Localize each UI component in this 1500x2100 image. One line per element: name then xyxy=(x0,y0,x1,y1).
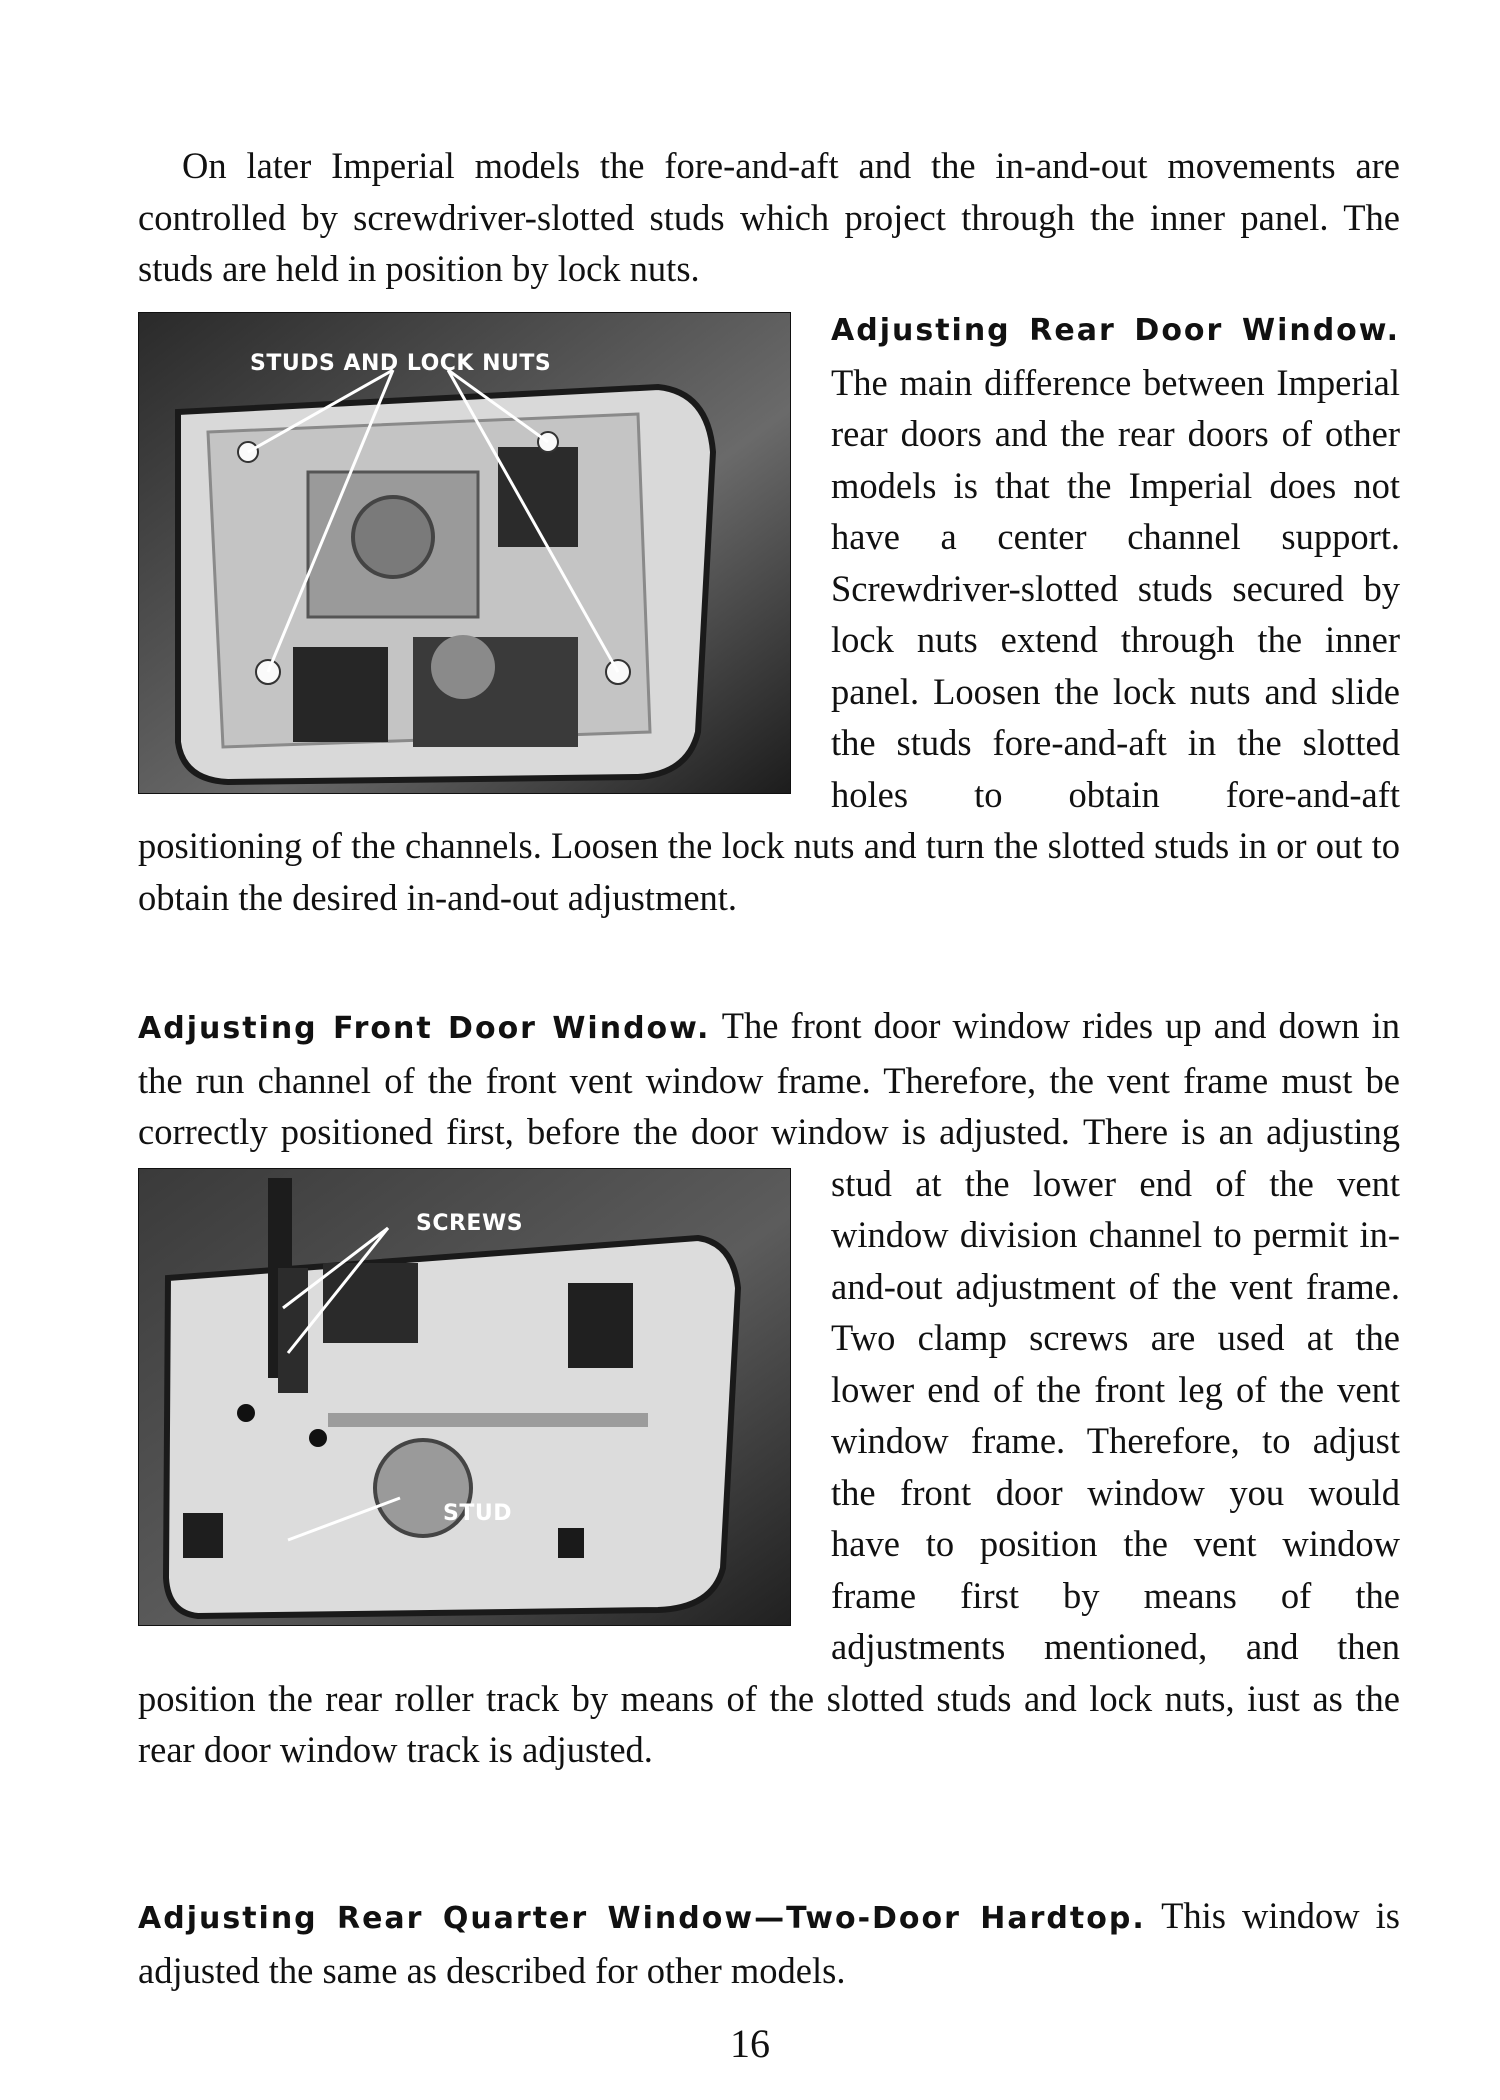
page-number: 16 xyxy=(730,2021,770,2066)
front-door-section xyxy=(138,1000,1400,1776)
rear-door-text: The main difference between Imperial rear doors and the rear doors of other models is that the Imperial does not have a center channel support. Screwdriver-slotted studs secured by lock nuts extend through the inner panel. Loosen the lock nuts and slide the studs fore-and-aft in the slotted holes to obtain fore-and-aft positioning of the channels. Loosen the lock nuts and turn the slotted studs in or out to obtain the desired in-and-out adjustment. xyxy=(138,361,1400,918)
rear-quarter-heading: Adjusting Rear Quarter Window—Two-Door Hardtop. xyxy=(138,1901,1146,1936)
front-door-figure-caption-stud: STUD xyxy=(443,1500,512,1526)
rear-door-figure-caption: STUDS AND LOCK NUTS xyxy=(250,351,552,376)
rear-door-section xyxy=(138,302,1400,923)
front-door-text-1: The front door window rides up and down in the run channel of the front vent window frame. Therefore, the vent frame must be correctly positioned first, before the door window is adjusted. xyxy=(138,1005,1400,1152)
rear-quarter-text: This window is adjusted the same as described for other models. xyxy=(138,1895,1400,1991)
front-door-figure xyxy=(138,1168,791,1626)
rear-quarter-section xyxy=(138,1890,1400,1996)
front-door-text-2: There is an adjusting stud at the lower end of the vent window division channel to permit in-and-out adjustment of the vent frame. Two clamp screws are used at the lower end of the front leg of the vent window frame. Therefore, to adjust the front door window you would have to position the vent window frame first by means of the adjustments mentioned, and then position the rear roller track by means of the slotted studs and lock nuts, iust as the rear door window track is adjusted. xyxy=(138,1111,1400,1770)
rear-door-figure xyxy=(138,312,791,794)
front-door-heading: Adjusting Front Door Window. xyxy=(138,1011,711,1046)
front-door-figure-caption-screws: SCREWS xyxy=(416,1210,524,1236)
rear-door-heading: Adjusting Rear Door Window. xyxy=(831,313,1400,348)
intro-paragraph: On later Imperial models the fore-and-aft and the in-and-out movements are controlled by screwdriver-slotted studs which project through the inner panel. The studs are held in position by lock nuts. xyxy=(138,145,1400,289)
